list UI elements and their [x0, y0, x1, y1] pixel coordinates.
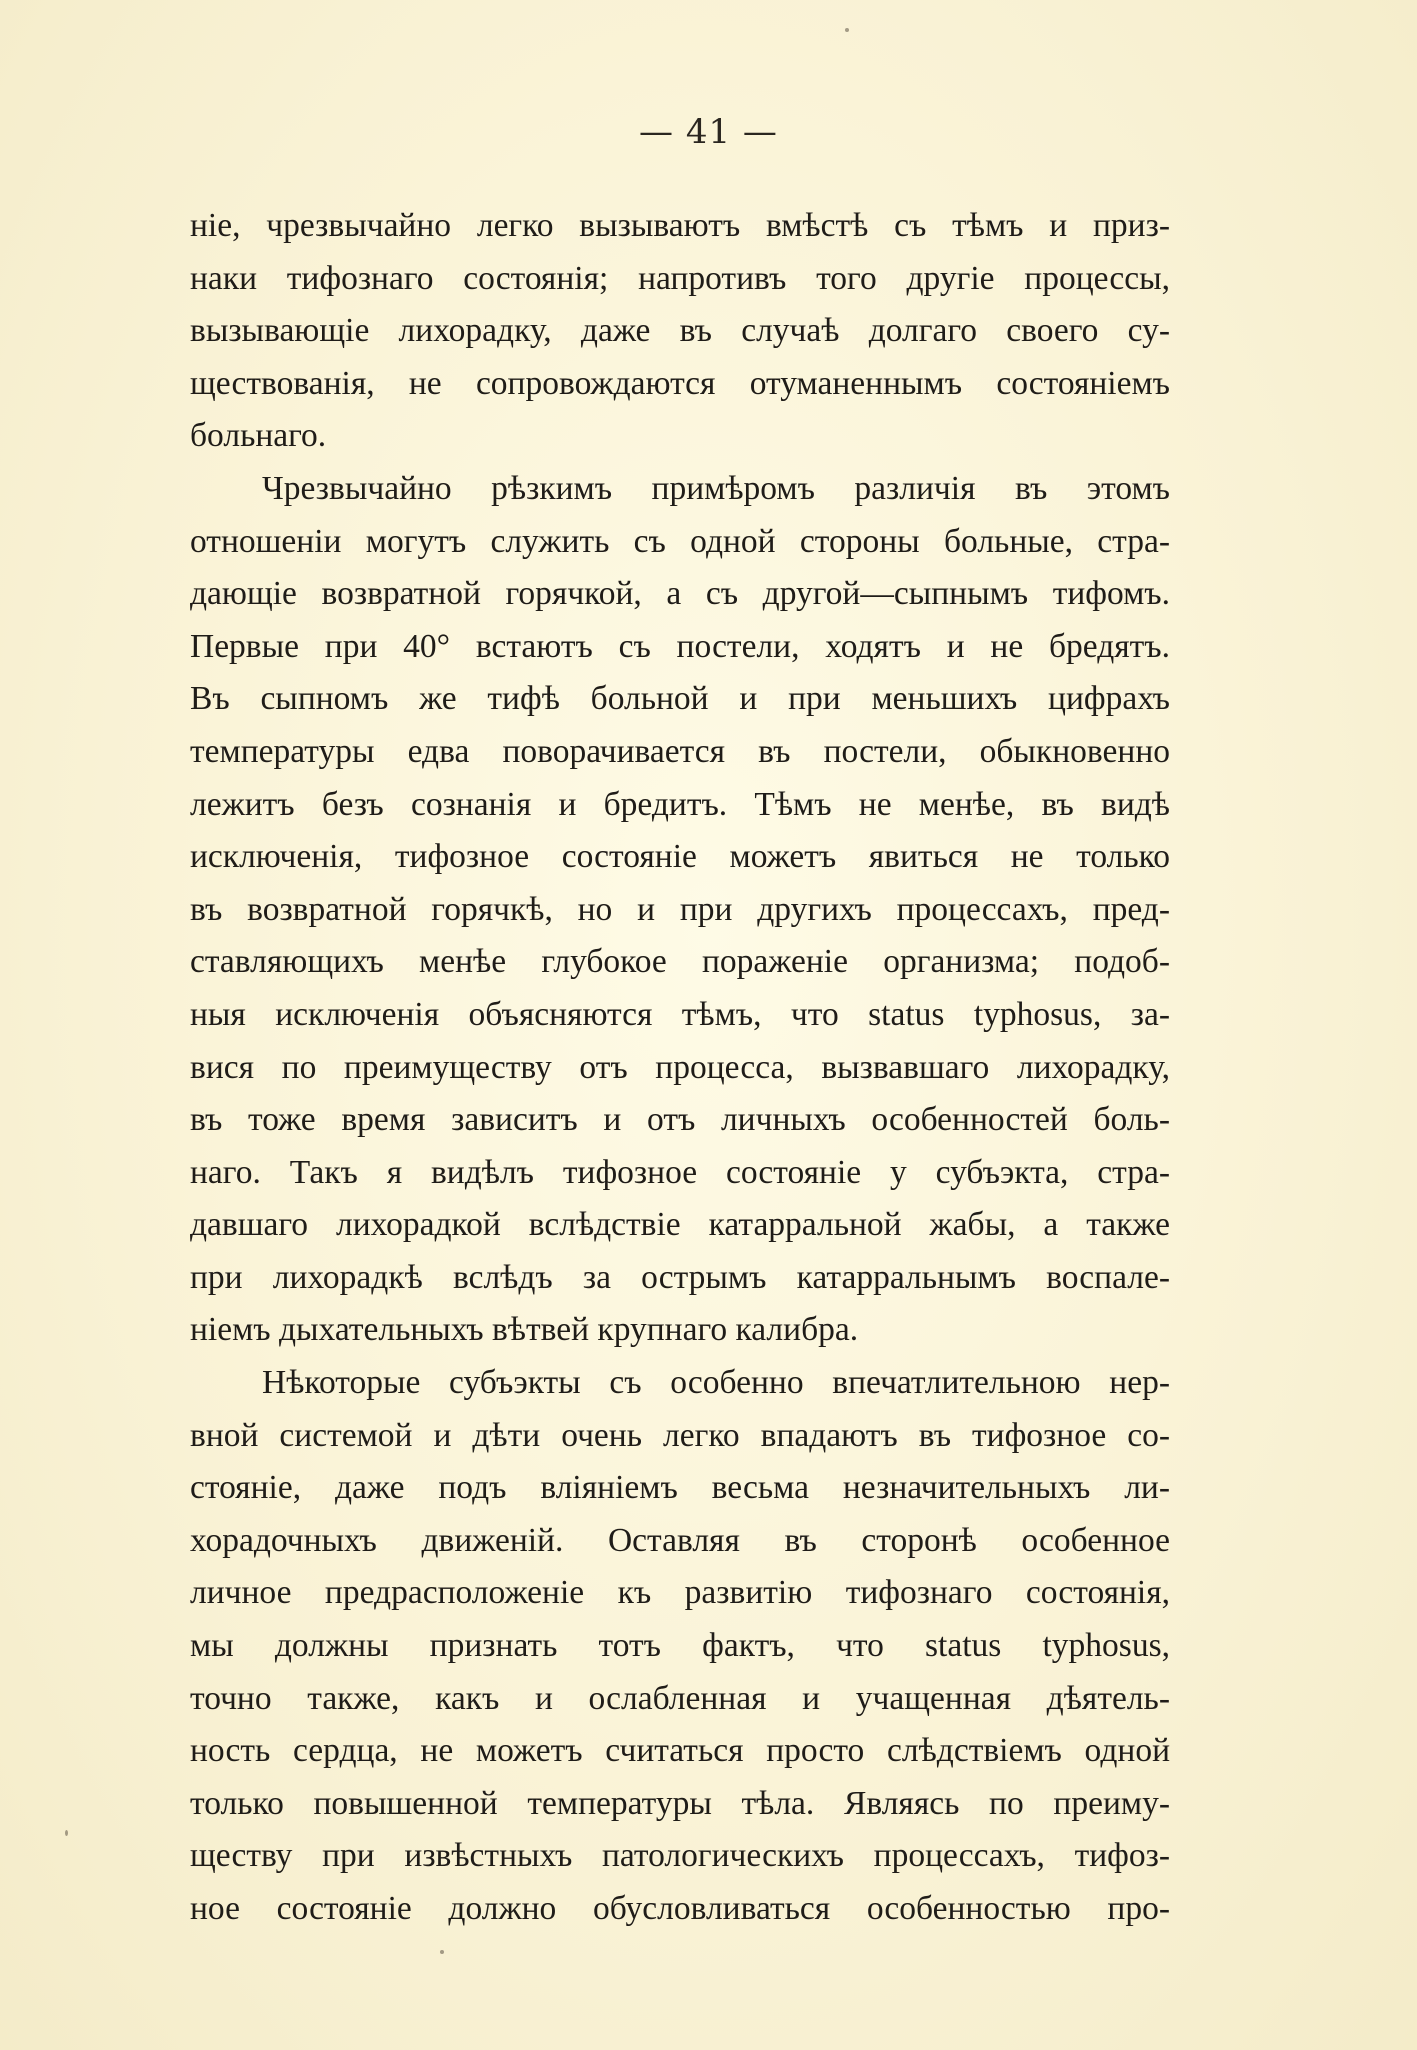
text-line: вной системой и дѣти очень легко впадаютъ въ тифозное со-: [190, 1416, 1170, 1454]
text-line: давшаго лихорадкой вслѣдствіе катарральной жабы, а также: [190, 1206, 1170, 1244]
text-line: Первые при 40° встаютъ съ постели, ходятъ и не бредятъ.: [190, 627, 1170, 665]
page-number: — 41 —: [639, 112, 778, 152]
paper-speck: [65, 1830, 68, 1836]
paper-speck: [440, 1950, 444, 1954]
text-line: точно также, какъ и ослабленная и учащенная дѣятель-: [190, 1679, 1170, 1717]
text-line: Въ сыпномъ же тифѣ больной и при меньшихъ цифрахъ: [190, 680, 1170, 718]
text-line: въ тоже время зависитъ и отъ личныхъ особенностей боль-: [190, 1101, 1170, 1139]
text-line: личное предрасположеніе къ развитію тифознаго состоянія,: [190, 1574, 1170, 1612]
body-text: [190, 200, 1170, 1936]
text-line: наго. Такъ я видѣлъ тифозное состояніе у субъэкта, стра-: [190, 1153, 1170, 1191]
text-line: ніемъ дыхательныхъ вѣтвей крупнаго калибра.: [190, 1311, 859, 1349]
text-line: Чрезвычайно рѣзкимъ примѣромъ различія въ этомъ: [262, 469, 1170, 507]
text-line: ставляющихъ менѣе глубокое пораженіе организма; подоб-: [190, 943, 1170, 981]
text-line: лежитъ безъ сознанія и бредитъ. Тѣмъ не менѣе, въ видѣ: [190, 785, 1170, 823]
text-line: хорадочныхъ движеній. Оставляя въ сторонѣ особенное: [190, 1521, 1170, 1559]
text-line: температуры едва поворачивается въ постели, обыкновенно: [190, 732, 1170, 770]
text-line: мы должны признать тотъ фактъ, что status typhosus,: [190, 1627, 1170, 1665]
text-line: только повышенной температуры тѣла. Являясь по преиму-: [190, 1784, 1170, 1822]
text-line: дающіе возвратной горячкой, а съ другой—сыпнымъ тифомъ.: [190, 575, 1170, 613]
text-line: исключенія, тифозное состояніе можетъ явиться не только: [190, 838, 1170, 876]
paper-speck: [845, 28, 849, 32]
text-line: больнаго.: [190, 417, 327, 455]
text-line: ное состояніе должно обусловливаться особенностью про-: [190, 1890, 1170, 1927]
text-line: при лихорадкѣ вслѣдъ за острымъ катарральнымъ воспале-: [190, 1258, 1170, 1296]
text-line: ніе, чрезвычайно легко вызываютъ вмѣстѣ съ тѣмъ и приз-: [190, 207, 1170, 244]
text-line: наки тифознаго состоянія; напротивъ того другіе процессы,: [190, 259, 1170, 297]
text-line: Нѣкоторые субъэкты съ особенно впечатлительною нер-: [262, 1364, 1170, 1402]
text-line: ныя исключенія объясняются тѣмъ, что status typhosus, за-: [190, 995, 1170, 1033]
text-line: ность сердца, не можетъ считаться просто слѣдствіемъ одной: [190, 1732, 1170, 1770]
text-line: въ возвратной горячкѣ, но и при другихъ процессахъ, пред-: [190, 890, 1170, 928]
text-line: стояніе, даже подъ вліяніемъ весьма незначительныхъ ли-: [190, 1469, 1170, 1507]
text-line: вызывающіе лихорадку, даже въ случаѣ долгаго своего су-: [190, 312, 1170, 350]
text-line: отношеніи могутъ служить съ одной стороны больные, стра-: [190, 522, 1170, 560]
text-line: ществу при извѣстныхъ патологическихъ процессахъ, тифоз-: [190, 1837, 1170, 1875]
text-line: вися по преимуществу отъ процесса, вызвавшаго лихорадку,: [190, 1048, 1170, 1086]
text-line: ществованія, не сопровождаются отуманеннымъ состояніемъ: [190, 364, 1170, 402]
